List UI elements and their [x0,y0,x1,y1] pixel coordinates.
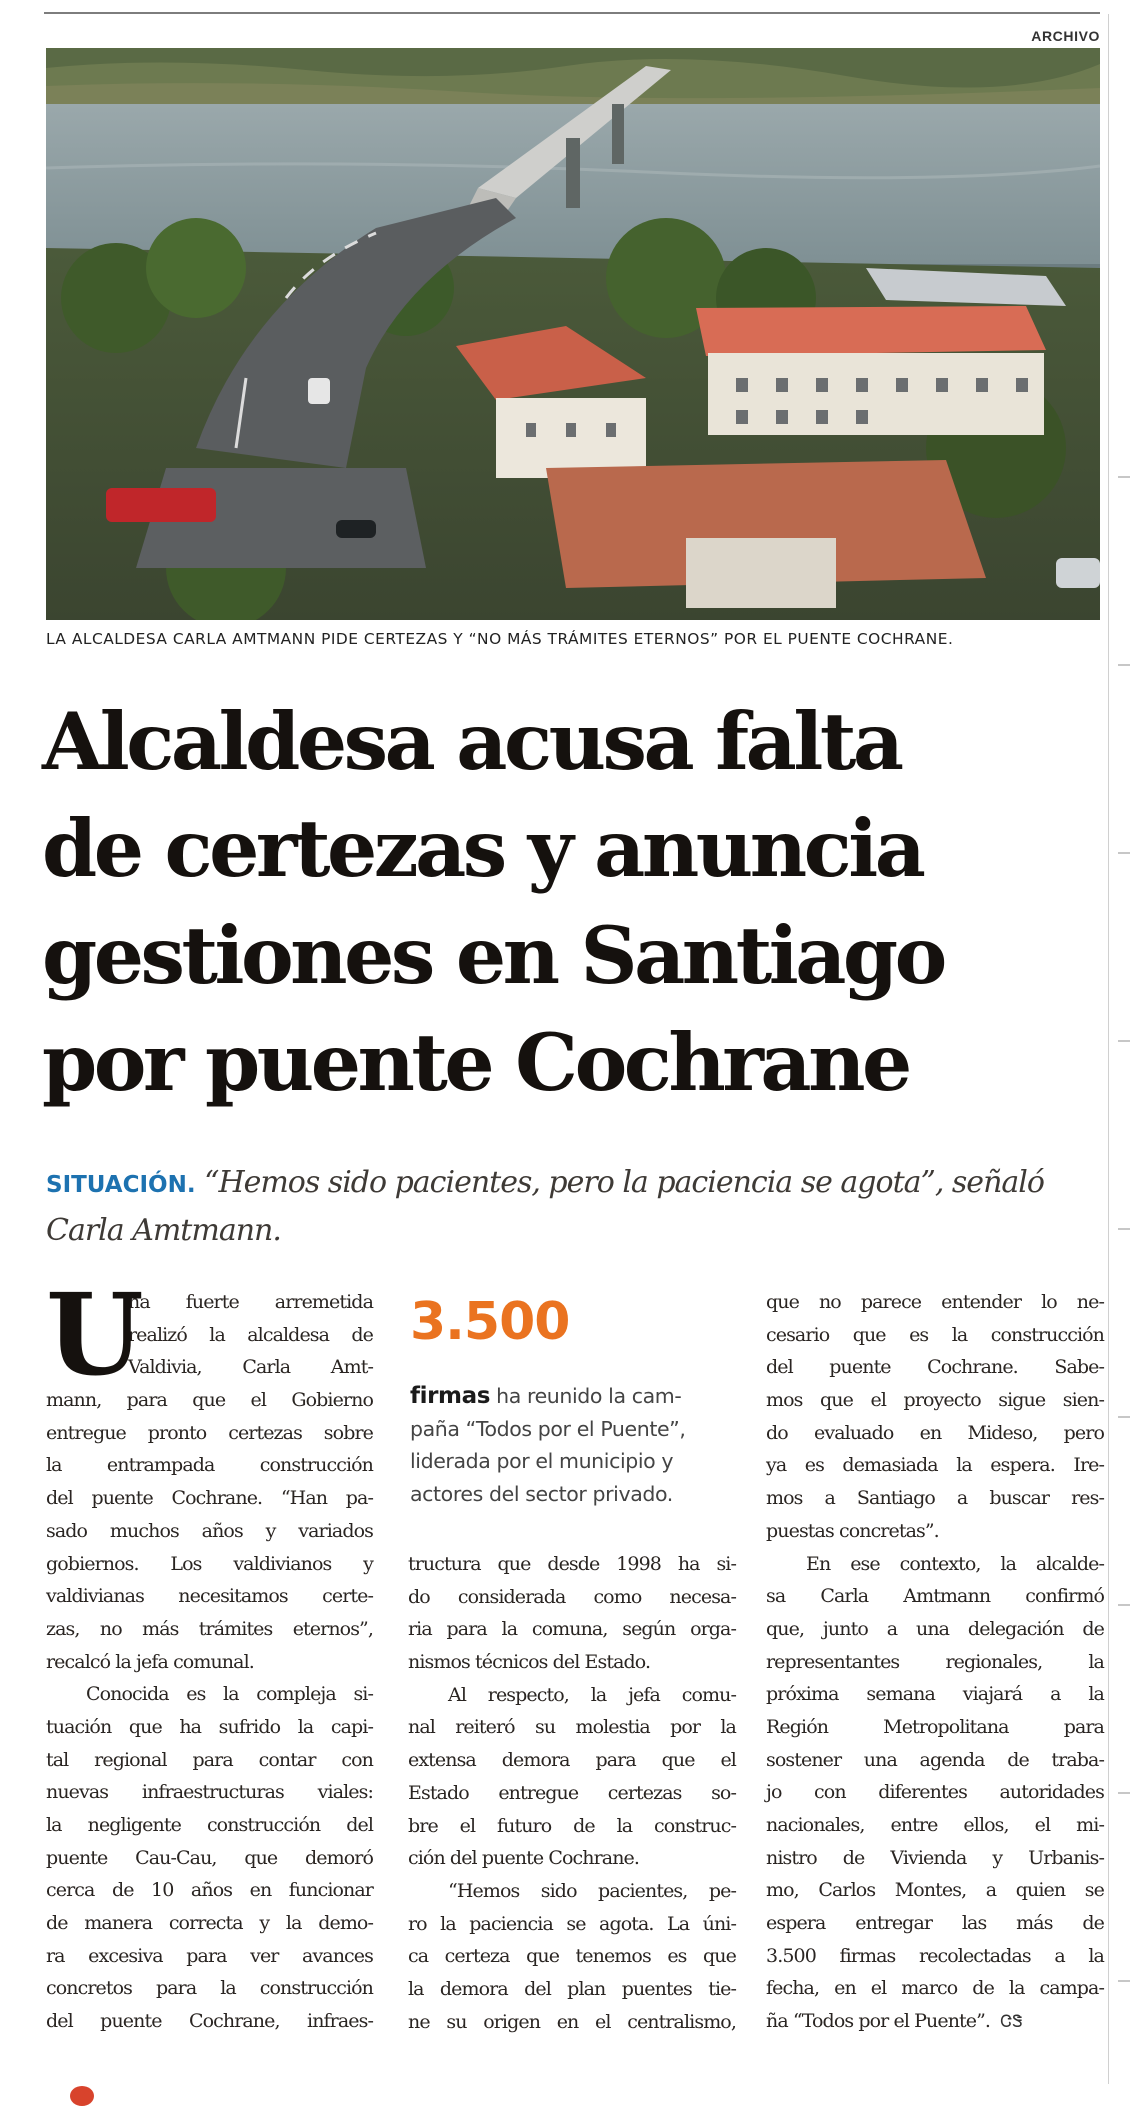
body-line: gobiernos. Los valdivianos y [46,1552,373,1575]
stat-line: liderada por el municipio y [410,1449,674,1473]
body-line: mann, para que el Gobierno [46,1389,373,1412]
right-edge-marks [1118,0,1132,2096]
body-line: fecha, en el marco de la campa- [766,1977,1104,2000]
body-line: extensa demora para que el [408,1749,736,1772]
body-line: sa Carla Amtmann confirmó [766,1585,1104,1608]
stat-line: actores del sector privado. [410,1481,673,1506]
stat-description [410,1380,740,1510]
body-line: recalcó la jefa comunal. [46,1650,254,1673]
body-line: jo con diferentes autoridades [766,1781,1104,1804]
body-line: Conocida es la compleja si- [86,1683,373,1706]
body-line: nistro de Vivienda y Urbanis- [766,1846,1104,1869]
headline-line: gestiones en Santiago [42,909,944,1002]
body-line: ra excesiva para ver avances [46,1944,373,1967]
stat-line: paña “Todos por el Puente”, [410,1416,686,1441]
body-line: de manera correcta y la demo- [46,1912,373,1935]
photo-credit: ARCHIVO [1031,28,1100,44]
body-line: mos que el proyecto sigue sien- [766,1389,1104,1412]
body-line [766,2005,1104,2038]
body-line: bre el futuro de la construc- [408,1814,736,1837]
body-line: ria para la comuna, según orga- [408,1618,736,1641]
body-line: cesario que es la construcción [766,1323,1104,1346]
body-line: la entrampada construcción [46,1454,373,1477]
body-line: tuación que ha sufrido la capi- [46,1715,373,1738]
body-line: ción del puente Cochrane. [408,1847,640,1870]
headline-line: por puente Cochrane [42,1016,909,1109]
body-line: representantes regionales, la [766,1650,1104,1673]
body-line: Valdivia, Carla Amt- [128,1356,373,1379]
drop-cap: U [46,1270,143,1401]
article-column-1 [46,1270,373,2038]
body-line: que no parece entender lo ne- [766,1291,1104,1313]
body-line: tructura que desde 1998 ha si- [408,1553,736,1575]
body-line: 3.500 firmas recolectadas a la [766,1944,1104,1967]
bridge-photo-illustration [46,48,1100,620]
section-dot-icon [70,2086,94,2106]
body-line: zas, no más trámites eternos”, [46,1617,373,1640]
body-line: que, junto a una delegación de [766,1617,1104,1640]
deck [46,1160,1096,1254]
body-line: nuevas infraestructuras viales: [46,1781,373,1804]
body-line: ya es demasiada la espera. Ire- [766,1454,1104,1477]
body-line: do evaluado en Mideso, pero [766,1421,1104,1444]
body-line: puente Cau-Cau, que demoró [46,1846,373,1869]
body-line: nacionales, entre ellos, el mi- [766,1814,1104,1836]
body-line: mo, Carlos Montes, a quien se [766,1879,1104,1902]
top-rule [44,12,1100,14]
body-line: Estado entregue certezas so- [408,1781,736,1804]
body-line: “Hemos sido pacientes, pe- [448,1879,736,1902]
deck-text: “Hemos sido pacientes, pero la paciencia se agota”, señaló Carla Amtmann. [46,1165,1044,1248]
body-line: ne su origen en el centralismo, [408,2010,736,2033]
headline-line: de certezas y anuncia [42,802,923,895]
stat-label: firmas [410,1383,491,1409]
headline-line: Alcaldesa acusa falta [42,695,901,788]
end-mark-icon: ᏣᏕ [1000,2012,1023,2033]
photo-caption: LA ALCALDESA CARLA AMTMANN PIDE CERTEZAS Y “NO MÁS TRÁMITES ETERNOS” POR EL PUENTE COCHRANE. [46,630,954,648]
body-line: valdivianas necesitamos certe- [46,1585,373,1608]
body-line: nismos técnicos del Estado. [408,1651,651,1674]
body-line: do considerada como necesa- [408,1585,736,1608]
body-line: mos a Santiago a buscar res- [766,1487,1104,1510]
body-line: En ese contexto, la alcalde- [806,1552,1104,1575]
body-line: realizó la alcaldesa de [128,1323,373,1346]
article-column-3 [766,1286,1104,2038]
body-line: del puente Cochrane. “Han pa- [46,1487,373,1510]
body-line: espera entregar las más de [766,1912,1104,1935]
body-line: puestas concretas”. [766,1519,939,1542]
body-line: próxima semana viajará a la [766,1683,1104,1706]
stat-line: ha reunido la cam- [496,1384,682,1408]
body-line-text: ña “Todos por el Puente”. [766,2010,991,2033]
body-line: del puente Cochrane. Sabe- [766,1356,1104,1379]
body-line: na fuerte arremetida [128,1291,373,1313]
body-line: nal reiteró su molestia por la [408,1716,736,1739]
deck-label: SITUACIÓN. [46,1172,196,1198]
body-line: la demora del plan puentes tie- [408,1977,736,2000]
right-column-rule [1108,14,1109,2084]
body-line: Al respecto, la jefa comu- [448,1683,736,1706]
body-line: entregue pronto certezas sobre [46,1421,373,1444]
body-line: del puente Cochrane, infraes- [46,2010,373,2033]
body-line: ro la paciencia se agota. La úni- [408,1912,736,1935]
body-line: tal regional para contar con [46,1748,373,1771]
body-line: sado muchos años y variados [46,1519,373,1542]
body-line: concretos para la construcción [46,1977,373,2000]
bridge-photo [46,48,1100,620]
headline [42,688,1102,1116]
body-line: Región Metropolitana para [766,1715,1104,1738]
article-column-2 [408,1548,736,2038]
stat-number: 3.500 [410,1292,570,1352]
body-line: ca certeza que tenemos es que [408,1945,736,1968]
body-line: la negligente construcción del [46,1814,373,1836]
body-line: cerca de 10 años en funcionar [46,1879,373,1902]
body-line: sostener una agenda de traba- [766,1748,1104,1771]
